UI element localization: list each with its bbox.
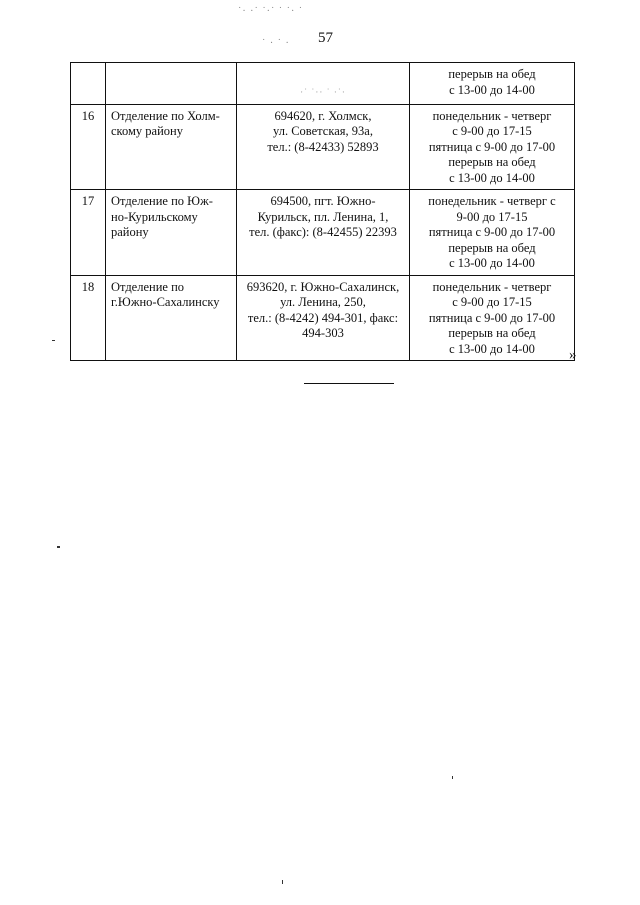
address-line: ул. Советская, 93а,: [273, 124, 373, 138]
office-hours: [410, 190, 575, 276]
scan-speck: [282, 880, 283, 884]
scan-speck: [57, 546, 60, 548]
address-line: 494-303: [302, 326, 344, 340]
office-name: [106, 190, 237, 276]
office-name: [106, 104, 237, 190]
hours-line: с 9-00 до 17-15: [452, 124, 532, 138]
office-hours: [410, 63, 575, 105]
row-number: 17: [71, 190, 106, 276]
row-number: 16: [71, 104, 106, 190]
name-line: Отделение по Холм-: [111, 108, 220, 123]
name-line: г.Южно-Сахалинску: [111, 295, 220, 309]
hours-line: понедельник - четверг: [432, 108, 552, 123]
hours-line: перерыв на обед: [448, 155, 536, 169]
hours-line: пятница с 9-00 до 17-00: [428, 139, 556, 154]
address-line: 694500, пгт. Южно-: [270, 194, 376, 208]
office-address: [237, 104, 410, 190]
hours-line: пятница с 9-00 до 17-00: [428, 225, 556, 239]
office-address: [237, 275, 410, 361]
hours-line: с 13-00 до 14-00: [449, 256, 535, 270]
hours-line: понедельник - четверг: [432, 279, 552, 294]
table-row: [71, 275, 575, 361]
hours-line: с 13-00 до 14-00: [449, 170, 535, 185]
address-line: тел. (факс): (8-42455) 22393: [249, 225, 397, 239]
scan-speck: [52, 340, 55, 341]
scan-speck: [452, 776, 453, 779]
table-row: [71, 190, 575, 276]
end-divider: [304, 383, 394, 384]
row-number: [71, 63, 106, 105]
hours-line: с 13-00 до 14-00: [449, 82, 535, 97]
hours-line: перерыв на обед: [448, 326, 536, 340]
office-hours: [410, 104, 575, 190]
office-name: [106, 63, 237, 105]
hours-line: с 13-00 до 14-00: [449, 341, 535, 356]
address-line: ул. Ленина, 250,: [280, 295, 366, 309]
page-number: 57: [318, 30, 333, 46]
hours-line: с 9-00 до 17-15: [452, 295, 532, 309]
hours-line: перерыв на обед: [448, 240, 536, 255]
table-row: [71, 63, 575, 105]
closing-quote-mark: »: [569, 347, 577, 363]
office-name: [106, 275, 237, 361]
office-hours: [410, 275, 575, 361]
office-address: [237, 63, 410, 105]
scan-artifact: ˙· ·˙ ˙·˙ ˙ ˙· ˙: [238, 6, 304, 17]
name-line: Отделение по: [111, 279, 185, 294]
table-row: [71, 104, 575, 190]
hours-line: 9-00 до 17-15: [456, 209, 528, 224]
name-line: скому району: [111, 124, 183, 138]
scan-artifact: ·˙ ˙·· ˙ ·˙·: [300, 87, 346, 97]
address-line: тел.: (8-4242) 494-301, факс:: [247, 310, 399, 325]
name-line: но-Курильскому: [111, 209, 198, 224]
address-line: тел.: (8-42433) 52893: [267, 139, 379, 154]
scan-artifact: ˙ · ˙ ·: [262, 38, 290, 49]
address-line: Курильск, пл. Ленина, 1,: [257, 209, 389, 224]
row-number: 18: [71, 275, 106, 361]
name-line: району: [111, 225, 149, 239]
hours-line: перерыв на обед: [448, 67, 536, 81]
hours-line: пятница с 9-00 до 17-00: [428, 310, 556, 325]
hours-line: понедельник - четверг с: [428, 194, 556, 208]
address-line: 693620, г. Южно-Сахалинск,: [246, 279, 400, 294]
office-address: [237, 190, 410, 276]
name-line: Отделение по Юж-: [111, 194, 213, 208]
address-line: 694620, г. Холмск,: [274, 108, 372, 123]
offices-table: [70, 62, 575, 361]
